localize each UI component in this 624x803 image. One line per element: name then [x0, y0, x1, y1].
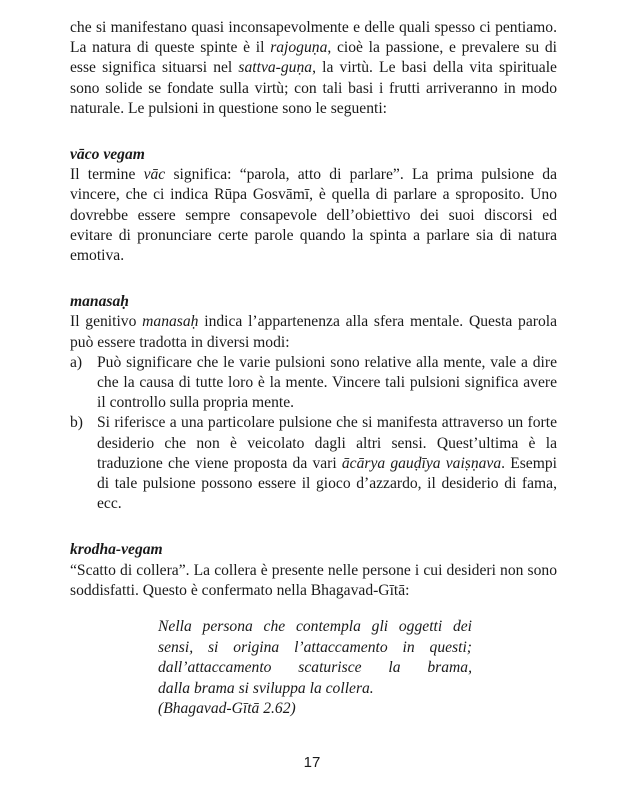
list-marker: b) [70, 414, 83, 432]
page-body [70, 18, 557, 720]
meaning-list [70, 353, 557, 515]
list-marker: a) [70, 353, 83, 371]
section-heading: vāco vegam [70, 146, 145, 164]
section-paragraph: Il termine vāc significa: “parola, atto di parlare”. La prima pulsione da vincere, che ci indica Rūpa Gosvāmī, è quella di parlare a sproposito. Uno dovrebbe essere sempre consapevole dell’obiettivo dei suoi discorsi ed evitare di pronunciare certe parole quando la spinta a parlare sia di natura emotiva. [70, 166, 557, 265]
quote-citation: (Bhagavad-Gītā 2.62) [158, 700, 296, 718]
quote-line: Nella persona che contempla gli oggetti dei [158, 618, 472, 636]
quote-line: dall’attaccamento scaturisce la brama, [158, 659, 472, 677]
list-item: a) Può significare che le varie pulsioni sono relative alla mente, vale a dire che la causa di tutte loro è la mente. Vincere tali pulsioni significa avere il controllo sulla propria mente. [70, 353, 557, 412]
section-heading: manasaḥ [70, 293, 129, 311]
intro-paragraph: che si manifestano quasi inconsapevolmente e delle quali spesso ci pentiamo. La natura di queste spinte è il rajoguṇa, cioè la passione, e prevalere su di esse significa situarsi nel sattva-guṇa, la virtù. Le basi della vita spirituale sono solide se fondate sulla virtù; con tali basi i frutti arriveranno in modo naturale. Le pulsioni in questione sono le seguenti: [70, 19, 557, 117]
term-vac: vāc [143, 166, 166, 184]
list-item: b) Si riferisce a una particolare pulsione che si manifesta attraverso un forte desiderio che non è veicolato dagli altri sensi. Quest’ultima è la traduzione che viene proposta da vari ācārya gauḍīya vaiṣṇava. Esempi di tale pulsione possono essere il gioco d’azzardo, il desiderio di fama, ecc. [70, 414, 557, 513]
term-sattva-guna: sattva-guṇa [238, 59, 313, 77]
term-acarya: ācārya gauḍīya vaiṣṇava [341, 454, 502, 472]
section-krodha-vegam [70, 540, 557, 719]
quote-line: dalla brama si sviluppa la collera. [158, 679, 374, 697]
block-quote [158, 617, 472, 720]
section-vaco-vegam [70, 145, 557, 266]
term-manasah: manasaḥ [142, 313, 199, 331]
term-rajoguna: rajoguṇa [270, 39, 328, 57]
quote-line: sensi, si origina l’attaccamento in questi; [158, 638, 472, 656]
section-paragraph: Il genitivo manasaḥ indica l’appartenenza alla sfera mentale. Questa parola può essere tradotta in diversi modi: [70, 313, 557, 351]
page-number: 17 [303, 754, 321, 771]
section-paragraph: “Scatto di collera”. La collera è presente nelle persone i cui desideri non sono soddisfatti. Questo è confermato nella Bhagavad-Gītā: [70, 561, 557, 599]
section-manasah [70, 292, 557, 514]
section-heading: krodha-vegam [70, 541, 163, 559]
